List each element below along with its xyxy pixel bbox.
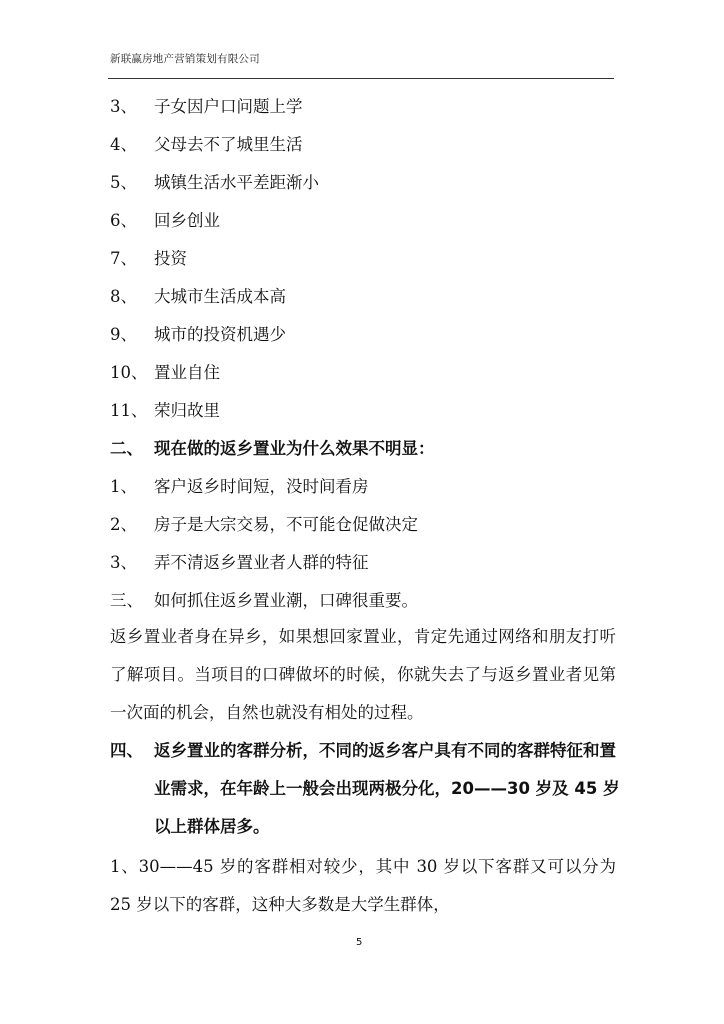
list-item-text: 弄不清返乡置业者人群的特征 <box>154 553 369 572</box>
section-number: 三、 <box>110 591 143 610</box>
list-item-number: 3、 <box>110 97 137 116</box>
page-number: 5 <box>356 937 363 948</box>
list-item-text: 大城市生活成本高 <box>154 287 286 306</box>
body-paragraph: 返乡置业者身在异乡，如果想回家置业，肯定先通过网络和朋友打听了解项目。当项目的口碑做坏的时候，你就失去了与返乡置业者见第一次面的机会，自然也就没有相处的过程。 <box>110 627 616 722</box>
list-item-number: 10、 <box>110 363 148 382</box>
list-item <box>110 96 303 118</box>
section-heading <box>110 590 418 612</box>
list-item-number: 11、 <box>110 401 148 420</box>
list-item <box>110 248 187 270</box>
list-item-text: 房子是大宗交易，不可能仓促做决定 <box>154 515 418 534</box>
list-item <box>110 172 319 194</box>
list-item <box>110 552 369 574</box>
header-divider <box>108 78 614 79</box>
header-company-name: 新联赢房地产营销策划有限公司 <box>110 53 260 65</box>
list-item-number: 8、 <box>110 287 137 306</box>
list-item-text: 投资 <box>154 249 187 268</box>
section-number: 四、 <box>110 741 143 760</box>
list-item <box>110 400 220 422</box>
body-paragraph: 1、30——45 岁的客群相对较少，其中 30 岁以下客群又可以分为 25 岁以下的客群，这种大多数是大学生群体， <box>110 857 616 914</box>
section-title: 如何抓住返乡置业潮，口碑很重要。 <box>154 591 418 610</box>
list-item-number: 2、 <box>110 515 137 534</box>
section-title: 返乡置业的客群分析，不同的返乡客户具有不同的客群特征和置业需求，在年龄上一般会出现两极分化，20——30 岁及 45 岁以上群体居多。 <box>154 741 620 836</box>
section-number: 二、 <box>110 439 143 458</box>
list-item <box>110 134 303 156</box>
section-heading <box>110 732 620 846</box>
list-item-text: 回乡创业 <box>154 211 220 230</box>
list-item-text: 城市的投资机遇少 <box>154 325 286 344</box>
section-heading <box>110 438 435 460</box>
list-item-number: 4、 <box>110 135 137 154</box>
list-item-text: 城镇生活水平差距渐小 <box>154 173 319 192</box>
list-item <box>110 210 220 232</box>
list-item-text: 子女因户口问题上学 <box>154 97 303 116</box>
list-item <box>110 324 286 346</box>
section-title: 现在做的返乡置业为什么效果不明显： <box>154 439 435 458</box>
list-item-number: 9、 <box>110 325 137 344</box>
list-item-number: 7、 <box>110 249 137 268</box>
list-item <box>110 476 369 498</box>
list-item-number: 5、 <box>110 173 137 192</box>
list-item <box>110 286 286 308</box>
list-item-number: 6、 <box>110 211 137 230</box>
list-item <box>110 362 220 384</box>
list-item-number: 3、 <box>110 553 137 572</box>
list-item-text: 置业自住 <box>154 363 220 382</box>
list-item-number: 1、 <box>110 477 137 496</box>
list-item-text: 客户返乡时间短，没时间看房 <box>154 477 369 496</box>
list-item-text: 父母去不了城里生活 <box>154 135 303 154</box>
list-item-text: 荣归故里 <box>154 401 220 420</box>
list-item <box>110 514 418 536</box>
